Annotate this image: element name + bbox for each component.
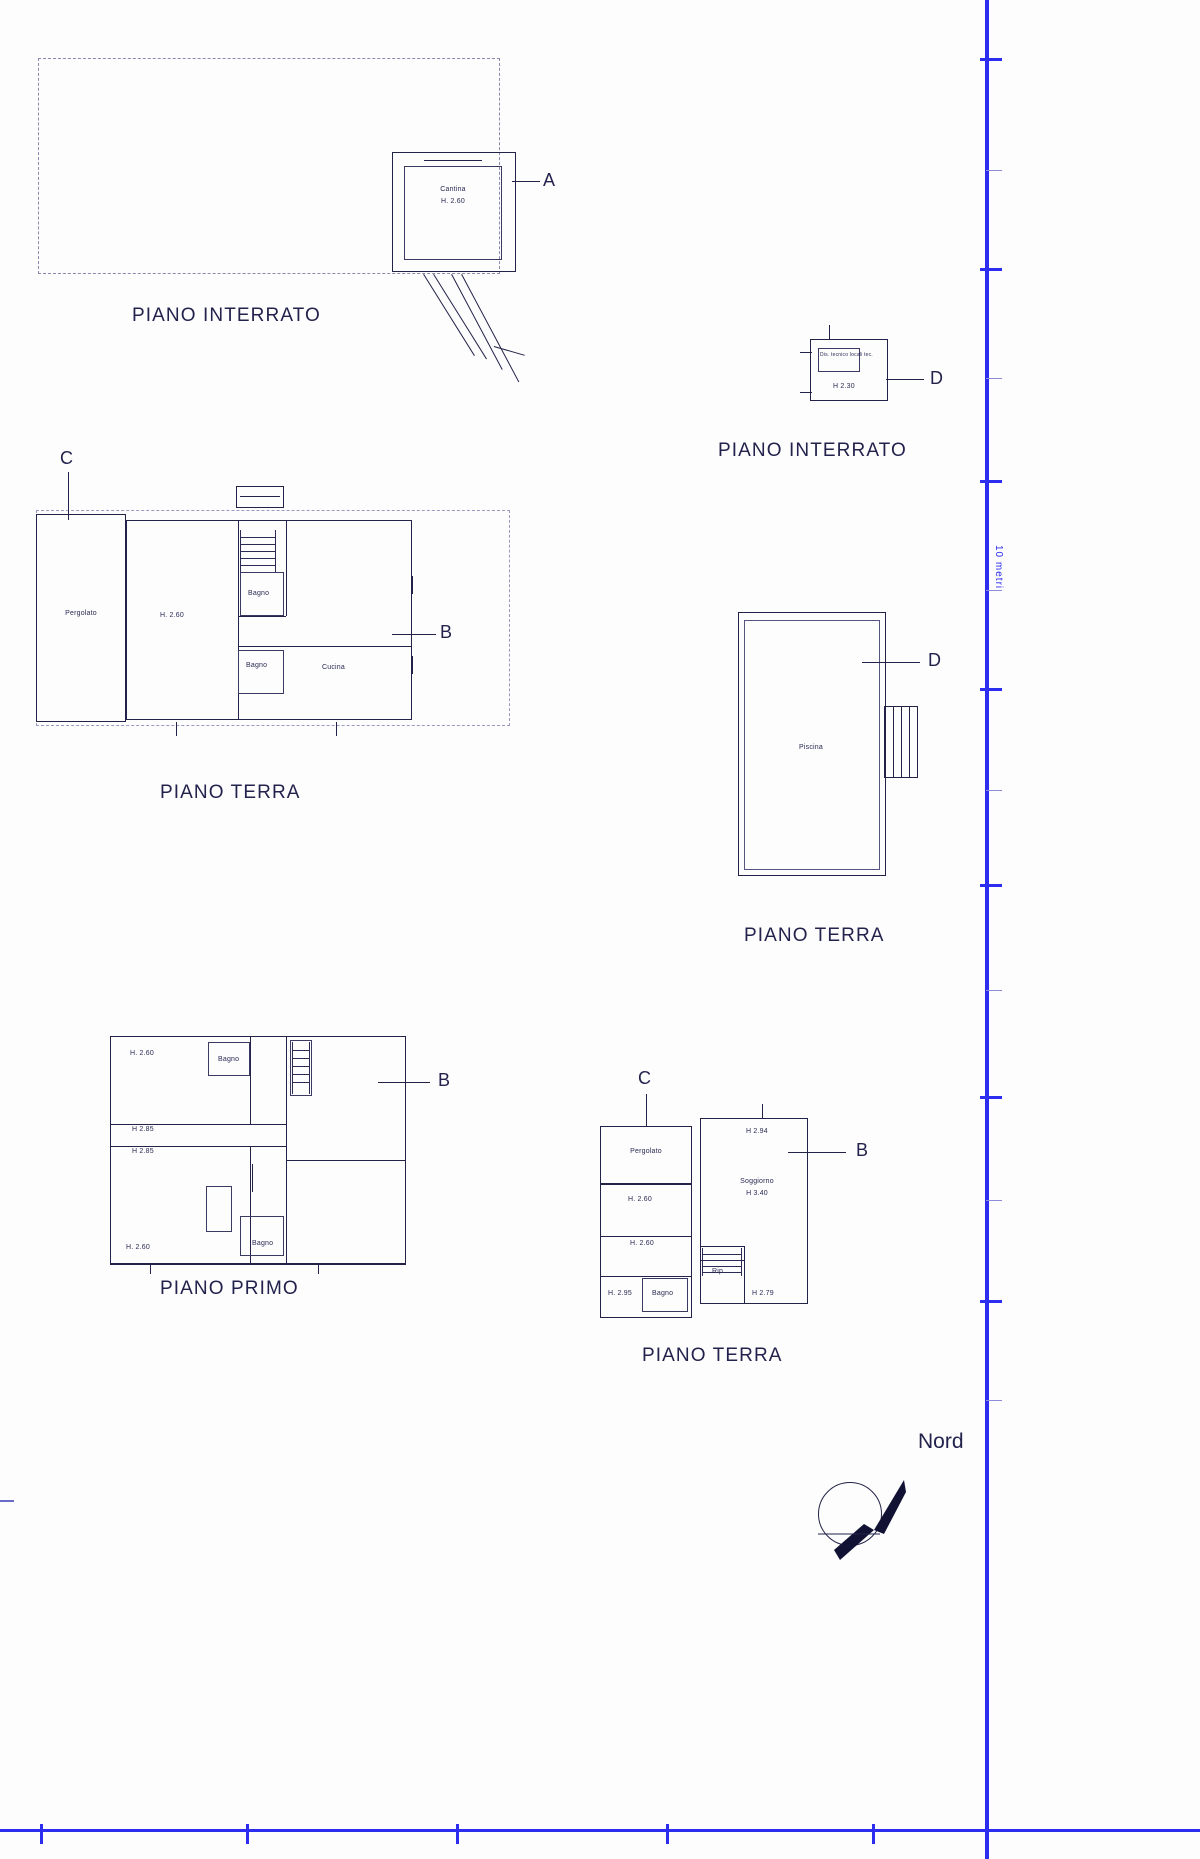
rail-tick-light-2 [986,378,1002,379]
compass-needle-icon [818,1472,914,1564]
room-label-cucina: Cucina [322,663,345,672]
bottom-tick-1 [40,1824,43,1844]
callout-c-ground: C [60,448,73,468]
first-bottom-wall [110,1264,406,1265]
basement-inner-wall [404,166,502,260]
north-compass [818,1430,964,1552]
annex-soggiorno-block [700,1118,808,1304]
door-tick-2 [336,722,337,736]
first-label-bagno-1: Bagno [218,1055,240,1064]
first-height-2: H 2.85 [132,1125,154,1134]
annex-partition-2 [600,1276,692,1277]
scale-label: 10 metri [993,545,1004,590]
ramp-line-5 [494,346,525,356]
pool-step-1 [893,706,894,778]
ground-chimney [236,486,284,508]
basement-small-stub-1 [800,352,812,353]
first-height-3: H 2.85 [132,1147,154,1156]
bottom-tick-5 [872,1824,875,1844]
room-label-cantina: Cantina [440,185,466,194]
rail-tick-light-5 [986,990,1002,991]
room-label-bagno-2: Bagno [246,661,268,670]
callout-leader-a [512,181,540,182]
rail-tick-1 [980,58,1002,61]
bagno-2-walls [238,650,284,694]
callout-leader-d2 [862,662,920,663]
basement-opening [424,160,482,161]
rail-tick-3 [980,480,1002,483]
plan-title-basement-main: PIANO INTERRATO [132,305,321,326]
first-partition-3 [286,1036,287,1264]
callout-c-annex: C [638,1068,651,1088]
annex-label-rip: Rip. [712,1267,726,1276]
ground-chimney-line [240,496,280,497]
pergolato-outline [36,514,126,722]
first-stair [292,1042,310,1094]
annex-label-pergolato: Pergolato [630,1147,662,1156]
plan-title-ground-annex: PIANO TERRA [642,1345,783,1366]
callout-b-ground: B [440,622,453,642]
first-door-tick-2 [318,1264,319,1274]
plan-title-first-floor: PIANO PRIMO [160,1278,299,1299]
door-tick-1 [176,722,177,736]
left-edge-stub [0,1500,14,1502]
first-door-tick [150,1264,151,1274]
callout-a: A [543,170,556,190]
room-label-bagno-1: Bagno [248,589,270,598]
plan-title-ground-main: PIANO TERRA [160,782,301,803]
bottom-scale-rail [0,1829,1200,1832]
ramp-line-4 [461,274,519,382]
room-height-tech: H 2.30 [833,382,855,391]
first-closet [206,1186,232,1232]
rail-tick-light-7 [986,1400,1002,1401]
rail-tick-6 [980,1096,1002,1099]
window-tick-3 [126,586,127,604]
window-tick-1 [176,520,194,521]
window-tick-2 [322,520,340,521]
first-label-bagno-2: Bagno [252,1239,274,1248]
callout-leader-c1 [68,472,69,520]
callout-leader-b2 [378,1082,430,1083]
pool-step-2 [901,706,902,778]
annex-tick-1 [762,1104,763,1118]
window-tick-5 [412,656,413,674]
basement-small-stub-2 [800,392,812,393]
callout-leader-b1 [392,634,436,635]
rail-tick-light-4 [986,790,1002,791]
callout-d-pool: D [928,650,941,670]
room-label-tech: Dis. tecnico locali tec. [820,351,873,359]
rail-tick-4 [980,688,1002,691]
north-label: Nord [918,1430,964,1453]
callout-leader-c2 [646,1094,647,1126]
first-height-1: H. 2.60 [130,1049,154,1058]
annex-height-5: H 2.79 [752,1289,774,1298]
rail-tick-light-3 [986,590,1002,591]
basement-small-stub-3 [829,325,830,339]
window-tick-4 [412,576,413,594]
callout-b-first: B [438,1070,451,1090]
ramp-line-2 [433,274,487,359]
annex-partition-5 [700,1246,744,1247]
annex-height-1: H. 2.60 [628,1195,652,1204]
callout-leader-d1 [886,379,924,380]
annex-partition-1 [600,1236,692,1237]
first-bagno-2 [240,1216,284,1256]
room-height-ground-main: H. 2.60 [160,611,184,620]
callout-b-annex: B [856,1140,869,1160]
callout-d-basement: D [930,368,943,388]
annex-height-4: H 2.94 [746,1127,768,1136]
first-height-4: H. 2.60 [126,1243,150,1252]
rail-tick-light-1 [986,170,1002,171]
bottom-tick-3 [456,1824,459,1844]
room-label-piscina: Piscina [799,743,823,752]
pool-step-3 [909,706,910,778]
rail-tick-light-6 [986,1200,1002,1201]
annex-partition-4 [744,1246,745,1304]
annex-label-bagno: Bagno [652,1289,674,1298]
ground-partition-3 [238,646,412,647]
bottom-tick-4 [666,1824,669,1844]
scale-rail [985,0,989,1859]
ground-partition-4 [238,616,286,617]
first-partition-4 [286,1160,406,1161]
rail-tick-5 [980,884,1002,887]
room-label-pergolato: Pergolato [65,609,97,618]
plan-title-basement-small: PIANO INTERRATO [718,440,907,461]
callout-leader-b3 [788,1152,846,1153]
annex-height-soggiorno: H 3.40 [746,1189,768,1198]
first-partition-5 [250,1036,251,1124]
bottom-tick-2 [246,1824,249,1844]
ground-partition-2 [286,520,287,616]
rail-tick-2 [980,268,1002,271]
first-partition-7 [252,1164,253,1192]
ramp-line-3 [451,274,503,370]
annex-height-3: H. 2.95 [608,1289,632,1298]
annex-height-2: H. 2.60 [630,1239,654,1248]
rail-tick-7 [980,1300,1002,1303]
room-height-cantina: H. 2.60 [441,197,465,206]
ground-stair [240,530,276,572]
annex-label-soggiorno: Soggiorno [740,1177,774,1186]
plan-title-ground-pool: PIANO TERRA [744,925,885,946]
